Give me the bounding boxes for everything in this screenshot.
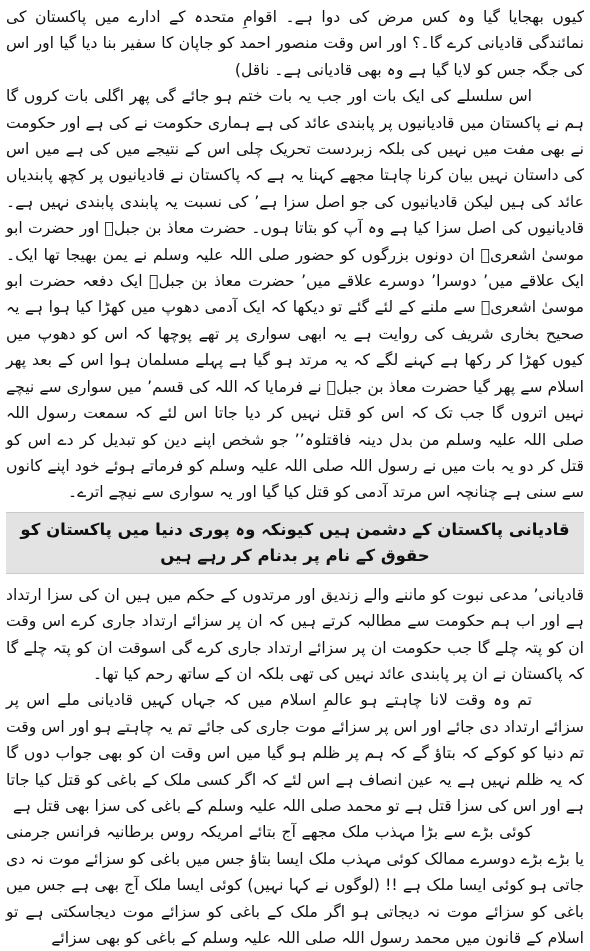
paragraph: تم وہ وقت لانا چاہتے ہو عالمِ اسلام میں کہ جہاں کہیں قادیانی ملے اس پر سزائے ارتداد دی جائے اور اس پر سزائے موت جاری کی جائے تم یہ چاہتے ہو اور اس وقت تم دنیا کو کوکے کہ بتاؤ گے کہ ہم پر ظلم ہو گیا میں اس وقت ان کو بھی جواب دوں گا کہ یہ ظلم نہیں ہے یہ عین انصاف ہے اس لئے کہ اگر کسی ملک کے باغی کو قتل کیا جاتا ہے اور اس کی سزا قتل ہے تو محمد صلی اللہ علیہ وسلم کے باغی کی سزا بھی قتل ہے	[6, 691, 584, 815]
section-one	[6, 4, 584, 506]
paragraph: اس سلسلے کی ایک بات اور جب یہ بات ختم ہو جائے گی پھر اگلی بات کروں گا ہم نے پاکستان میں قادیانیوں پر پابندی عائد کی ہے ہماری حکومت نے کی ہے اور حکومت نے بھی مفت میں نہیں کی بلکہ زبردست تحریک چلی اس کے نتیجے میں کی ہے میں اس کی داستان نہیں بیان کرنا چاہتا مجھے کہنا یہ ہے کہ پاکستان نے قادیانیوں پر کچھ پابندیاں عائد کی ہیں لیکن قادیانیوں کی جو اصل سزا ہے’ کی نسبت یہ پابندی پابندی نہیں ہے۔ قادیانیوں کی اصل سزا کیا ہے وہ آپ کو بتاتا ہوں۔ حضرت معاذ بن جبلؓ اور حضرت ابو موسیٰ اشعریؓ ان دونوں بزرگوں کو حضور صلی اللہ علیہ وسلم نے یمن بھیجا تھا ایک۔ ایک علاقے میں’ دوسرا’ دوسرے علاقے میں’ حضرت معاذ بن جبلؓ ایک دفعہ حضرت ابو موسیٰ اشعریؓ سے ملنے کے لئے گئے تو دیکھا کہ ایک آدمی دھوپ میں کھڑا کیا ہوا ہے یہ صحیح بخاری شریف کی روایت ہے یہ ابھی سواری پر تھے پوچھا کہ اس کو دھوپ میں کیوں کھڑا کر رکھا ہے کہنے لگے کہ یہ مرتد ہو گیا ہے پہلے مسلمان ہوا اس کے بعد پھر اسلام سے پھر گیا حضرت معاذ بن جبلؓ نے فرمایا کہ اللہ کی قسم’ میں سواری سے نیچے نہیں اتروں گا جب تک کہ اس کو قتل نہیں کر دیا جاتا اس لئے کہ سمعت رسول اللہ صلی اللہ علیہ وسلم من بدل دینہ فاقتلوہ’’ جو شخص اپنے دین کو تبدیل کر دے اس کو قتل کر دو یہ بات میں نے رسول اللہ صلی اللہ علیہ وسلم کو فرماتے ہوئے خود اپنے کانوں سے سنی ہے چنانچہ اس مرتد آدمی کو قتل کیا گیا اور یہ سواری سے نیچے اترے۔	[6, 87, 584, 502]
section-heading: قادیانی پاکستان کے دشمن ہیں کیونکہ وہ پوری دنیا میں پاکستان کو حقوق کے نام پر بدنام کر رہے ہیں	[6, 512, 584, 574]
paragraph: کوئی بڑے سے بڑا مہذب ملک مجھے آج بتائے امریکہ روس برطانیہ فرانس جرمنی یا بڑے بڑے دوسرے ممالک کوئی مہذب ملک ایسا بتاؤ جس میں باغی کو سزائے موت نہ دی جاتی ہو کوئی ایسا ملک ہے !! (لوگوں نے کہا نہیں) کوئی ایسا ملک آج بھی ہے جس میں باغی کو سزائے موت نہ دیجاتی ہو اگر ملک کے باغی کو سزائے موت دیجاسکتی ہے تو اسلام کے قانون میں محمد رسول اللہ صلی اللہ علیہ وسلم کے باغی کو بھی سزائے	[6, 823, 584, 947]
paragraph: کیوں بھجایا گیا وہ کس مرض کی دوا ہے۔ اقوامِ متحدہ کے ادارے میں پاکستان کی نمائندگی قادیانی کرے گا۔؟ اور اس وقت منصور احمد کو جاپان کا سفیر بنا دیا گیا اور اس کی جگہ جس کو لایا گیا ہے وہ بھی قادیانی ہے۔ ناقل)	[6, 8, 584, 79]
paragraph: قادیانی’ مدعی نبوت کو ماننے والے زندیق اور مرتدوں کے حکم میں ہیں ان کی سزا ارتداد ہے اور اب ہم حکومت سے مطالبہ کرتے ہیں کہ ان پر سزائے ارتداد جاری کرے اس وقت ان کو پتہ چلے گا جب حکومت ان پر سزائے ارتداد جاری کرے گی اسوقت ان کو پتہ چلے گا کہ پاکستان نے ان پر پابندی عائد نہیں کی تھی بلکہ ان کے ساتھ رحم کیا تھا۔	[6, 585, 584, 683]
section-two	[6, 582, 584, 951]
